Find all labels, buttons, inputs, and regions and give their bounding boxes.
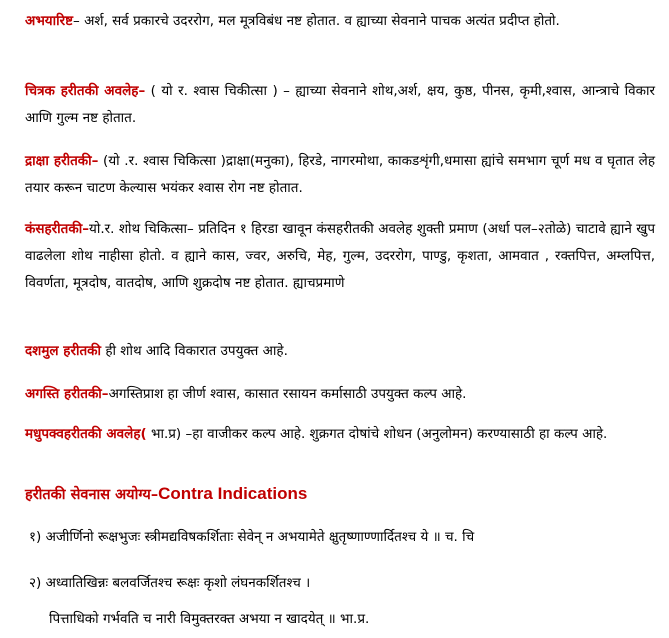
paragraph-text: भा.प्र) –हा वाजीकर कल्प आहे. शुक्रगत दोषांचे शोधन (अनुलोमन) करण्यासाठी हा कल्प आहे.	[146, 426, 608, 442]
paragraph-agasti-haritaki	[25, 381, 466, 408]
paragraph-abhayarishta	[25, 8, 560, 35]
paragraph-text: ही शोथ आदि विकारात उपयुक्त आहे.	[101, 343, 288, 359]
paragraph-chitrak-haritaki	[25, 78, 655, 132]
paragraph-text: यो.र. शोथ चिकित्सा– प्रतिदिन १ हिरडा खावून कंसहरीतकी अवलेह शुक्ती प्रमाण (अर्धा पल–२तोळे) चाटावे ह्याने खुप वाढलेला शोथ नाहीसा होतो. व ह्याने कास, ज्वर, अरुचि, मेह, गुल्म, उदररोग, पाण्डु, कृशता, आमवात , रक्तपित्त, अम्लपित्त, विवर्णता, मूत्रदोष, वातदोष, आणि शुक्रदोष नष्ट होतात. ह्याचप्रमाणे	[25, 221, 655, 291]
paragraph-madhupakva-haritaki	[25, 421, 607, 448]
verse-2: २) अध्वातिखिन्नः बलवर्जितश्च रूक्षः कृशो लंघनकर्शितश्च ।	[29, 575, 311, 591]
paragraph-draksha-haritaki	[25, 148, 655, 202]
paragraph-dashmul-haritaki	[25, 338, 288, 365]
verse-3: पित्ताधिको गर्भवति च नारी विमुक्तरक्त अभया न खादयेत् ॥ भा.प्र.	[49, 611, 370, 627]
term-madhupakva-haritaki: मधुपक्वहरीतकी अवलेह(	[25, 426, 147, 442]
verse-1: १) अजीर्णिनो रूक्षभुजः स्त्रीमद्यविषकर्शिताः सेवेन् न अभयामेते क्षुतृष्णाण्णार्दितश्च ये ॥ च. चि	[29, 529, 475, 545]
paragraph-text: ( यो र. श्वास चिकीत्सा ) – ह्याच्या सेवनाने शोथ,अर्श, क्षय, कुष्ठ, पीनस, कृमी,श्वास, आन्त्राचे विकार आणि गुल्म नष्ट होतात.	[25, 83, 655, 126]
paragraph-text: (यो .र. श्वास चिकित्सा )द्राक्षा(मनुका), हिरडे, नागरमोथा, काकडशृंगी,धमासा ह्यांचे समभाग चूर्ण मध व घृतात लेह तयार करून चाटण केल्यास भयंकर श्वास रोग नष्ट होतात.	[25, 153, 655, 196]
term-dashmul-haritaki: दशमुल हरीतकी	[25, 343, 102, 359]
paragraph-text: अगस्तिप्राश हा जीर्ण श्वास, कासात रसायन कर्मासाठी उपयुक्त कल्प आहे.	[108, 386, 467, 402]
term-abhayarishta: अभयारिष्ट	[25, 13, 74, 29]
heading-marathi: हरीतकी सेवनास अयोग्य–	[25, 487, 159, 503]
heading-english: Contra Indications	[158, 484, 308, 503]
term-draksha-haritaki: द्राक्षा हरीतकी–	[25, 153, 99, 169]
paragraph-kansa-haritaki	[25, 216, 655, 297]
term-agasti-haritaki: अगस्ति हरीतकी–	[25, 386, 109, 402]
contra-indications-heading	[25, 484, 307, 504]
term-kansa-haritaki: कंसहरीतकी–	[25, 221, 89, 237]
paragraph-text: – अर्श, सर्व प्रकारचे उदररोग, मल मूत्रविबंध नष्ट होतात. व ह्याच्या सेवनाने पाचक अत्यंत प्रदीप्त होतो.	[73, 13, 560, 29]
term-chitrak-haritaki: चित्रक हरीतकी अवलेह–	[25, 83, 146, 99]
